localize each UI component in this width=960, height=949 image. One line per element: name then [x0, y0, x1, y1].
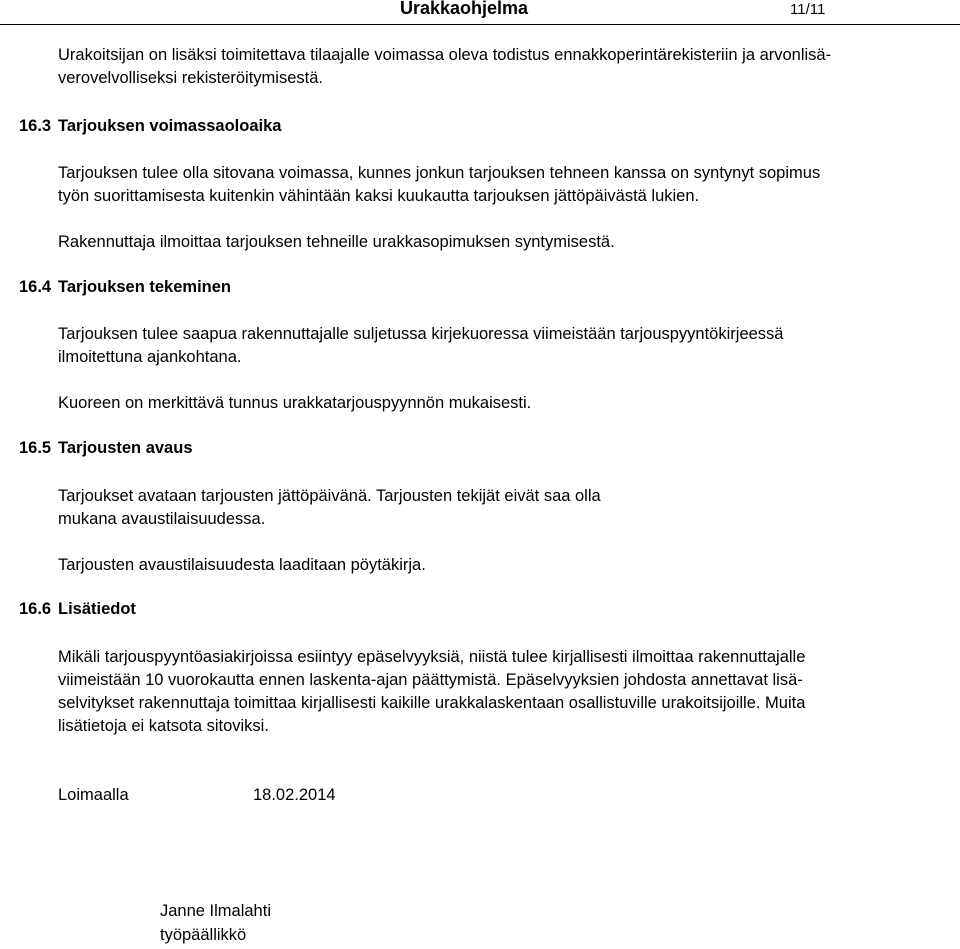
paragraph-line: Tarjousten avaustilaisuudesta laaditaan pöytäkirja. [58, 556, 426, 574]
section-paragraph [58, 646, 805, 738]
section-heading: Tarjouksen tekeminen [58, 278, 232, 296]
section-paragraph [58, 554, 426, 577]
section-paragraph [58, 392, 531, 415]
paragraph-line: Tarjouksen tulee saapua rakennuttajalle suljetussa kirjekuoressa viimeistään tarjouspyyntökirjeessä [58, 325, 784, 343]
signer-name: Janne Ilmalahti [160, 902, 271, 920]
signature-place: Loimaalla [58, 786, 129, 804]
paragraph-line: ilmoitettuna ajankohtana. [58, 348, 242, 366]
intro-paragraph [58, 44, 831, 90]
page-number: 11/11 [790, 1, 826, 18]
signer-role: työpäällikkö [160, 926, 247, 944]
paragraph-line: Urakoitsijan on lisäksi toimitettava tilaajalle voimassa oleva todistus ennakkoperintärekisteriin ja arvonlisä- [58, 46, 832, 64]
paragraph-line: selvitykset rakennuttaja toimittaa kirjallisesti kaikille urakkalaskentaan osallistuville urakoitsijoille. Muita [58, 694, 806, 712]
section-number: 16.5 [19, 439, 52, 457]
document-title: Urakkaohjelma [400, 0, 529, 18]
paragraph-line: Tarjoukset avataan tarjousten jättöpäivänä. Tarjousten tekijät eivät saa olla [58, 487, 601, 505]
paragraph-line: mukana avaustilaisuudessa. [58, 510, 266, 528]
paragraph-line: viimeistään 10 vuorokautta ennen laskenta-ajan päättymistä. Epäselvyyksien johdosta annettavat lisä- [58, 671, 803, 689]
section-heading: Lisätiedot [58, 600, 136, 618]
paragraph-line: Rakennuttaja ilmoittaa tarjouksen tehneille urakkasopimuksen syntymisestä. [58, 233, 615, 251]
section-paragraph [58, 485, 601, 531]
paragraph-line: Kuoreen on merkittävä tunnus urakkatarjouspyynnön mukaisesti. [58, 394, 532, 412]
section-heading: Tarjouksen voimassaoloaika [58, 117, 282, 135]
section-paragraph [58, 231, 615, 254]
section-paragraph [58, 323, 783, 369]
section-paragraph [58, 162, 820, 208]
paragraph-line: Mikäli tarjouspyyntöasiakirjoissa esiintyy epäselvyyksiä, niistä tulee kirjallisesti ilmoittaa rakennuttajalle [58, 648, 806, 666]
section-number: 16.3 [19, 117, 52, 135]
paragraph-line: verovelvolliseksi rekisteröitymisestä. [58, 69, 323, 87]
paragraph-line: Tarjouksen tulee olla sitovana voimassa, kunnes jonkun tarjouksen tehneen kanssa on syntynyt sopimus [58, 164, 821, 182]
section-number: 16.6 [19, 600, 52, 618]
header-divider [0, 24, 960, 25]
section-heading: Tarjousten avaus [58, 439, 193, 457]
paragraph-line: työn suorittamisesta kuitenkin vähintään kaksi kuukautta tarjouksen jättöpäivästä lukien. [58, 187, 700, 205]
signature-date: 18.02.2014 [253, 786, 336, 804]
section-number: 16.4 [19, 278, 52, 296]
paragraph-line: lisätietoja ei katsota sitoviksi. [58, 717, 269, 735]
